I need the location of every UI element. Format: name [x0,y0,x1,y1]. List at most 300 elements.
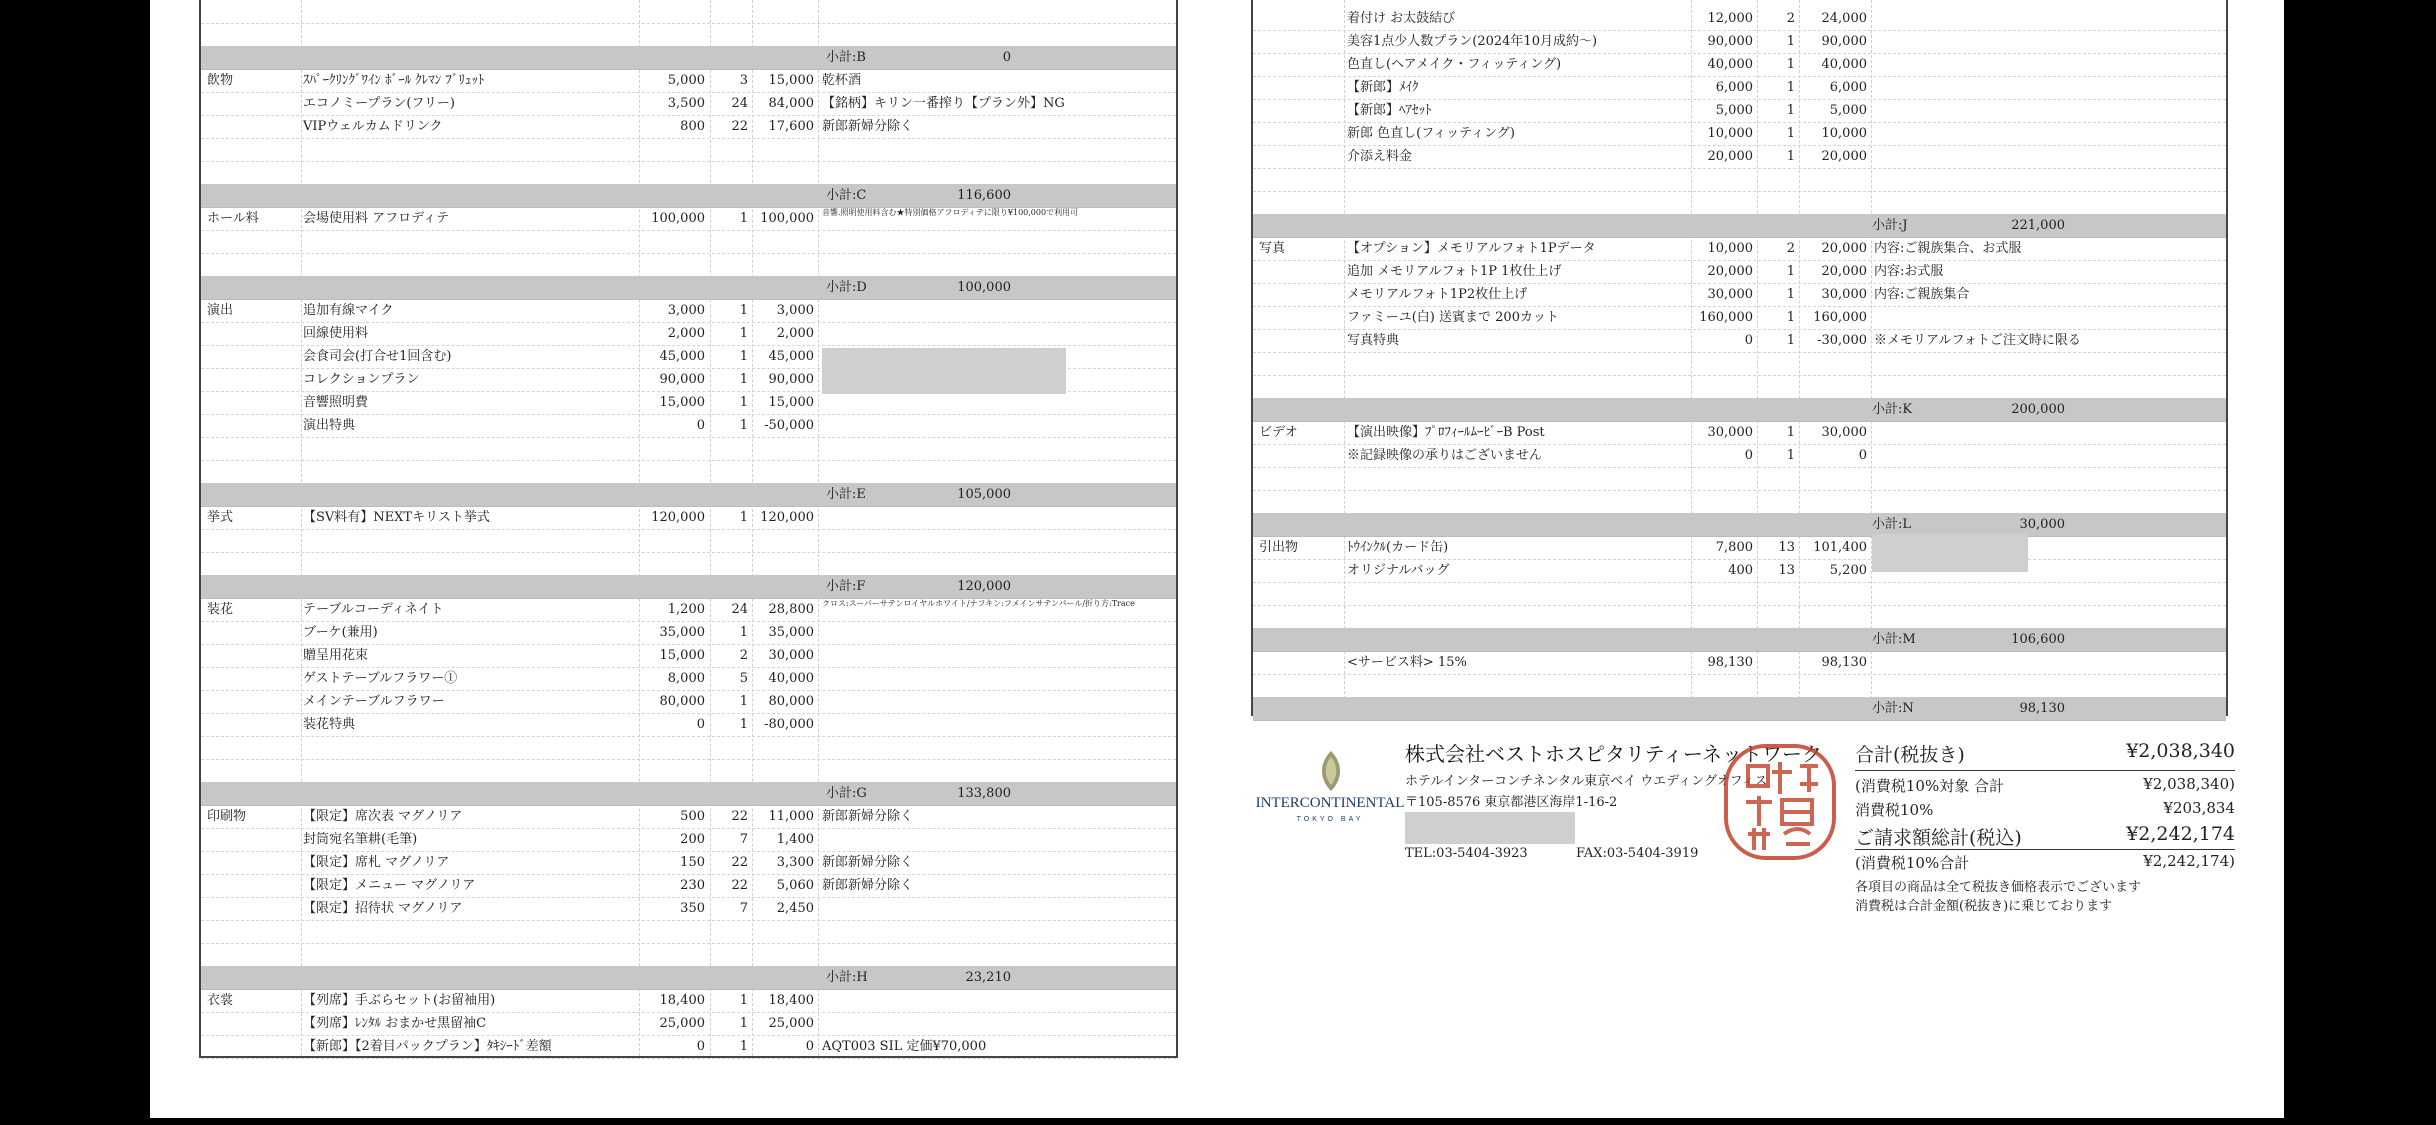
note-cell: 乾杯酒 [822,73,862,88]
subtotal-band-value: 106,600 [2011,632,2065,647]
tax-row [1855,799,2235,823]
table-row [201,322,1176,346]
item-name-cell: 追加有線マイク [303,303,394,318]
amount-cell: 1,400 [776,832,814,847]
unit-price-cell: 230 [680,878,705,893]
amount-cell: -30,000 [1817,333,1867,348]
unit-price-cell: 30,000 [1707,425,1753,440]
quantity-cell: 1 [1786,448,1795,463]
grand-total-row [1855,823,2235,849]
item-name-cell: ゲストテーブルフラワー① [303,671,458,686]
table-row [1253,7,2226,31]
note-cell: 内容:お式服 [1874,264,1944,279]
category-cell [207,368,299,391]
table-row [201,690,1176,714]
unit-price-cell: 12,000 [1707,11,1753,26]
item-name-cell: 【限定】メニュー マグノリア [303,878,476,893]
unit-price-cell: 20,000 [1707,264,1753,279]
item-name-cell: エコノミープラン(フリー) [303,96,455,111]
quantity-cell: 1 [739,625,748,640]
table-row [1253,30,2226,54]
quantity-cell: 1 [1786,149,1795,164]
quantity-cell: 1 [739,395,748,410]
item-name-cell: 【オプション】メモリアルフォト1Pデータ [1347,241,1596,256]
note-cell [822,391,1172,414]
subtotal-band-label: 小計:G [826,786,867,801]
amount-cell: 0 [1858,448,1867,463]
item-name-cell: 【新郎】ﾒｲｸ [1347,80,1419,95]
unit-price-cell: 80,000 [659,694,705,709]
table-row [201,989,1176,1013]
quantity-cell: 22 [731,119,748,134]
blank-row [201,23,1176,47]
quantity-cell: 1 [739,1016,748,1031]
category-cell [207,874,299,897]
quantity-cell: 1 [739,993,748,1008]
quantity-cell: 1 [739,211,748,226]
subtotal-band-value: 98,130 [2019,701,2065,716]
amount-cell: 5,060 [776,878,814,893]
blank-row [1253,375,2226,399]
quantity-cell: 2 [1786,241,1795,256]
unit-price-cell: 0 [696,1039,705,1054]
unit-price-cell: 0 [1744,448,1753,463]
estimate-table-left [199,0,1178,1058]
category-cell [207,713,299,736]
item-name-cell: 贈呈用花束 [303,648,369,663]
unit-price-cell: 0 [1744,333,1753,348]
item-name-cell: ｽﾊﾟｰｸﾘﾝｸﾞﾜｲﾝ ﾎﾞｰﾙ ｸﾚﾏﾝ ﾌﾞﾘｭｯﾄ [303,73,485,88]
company-seal-stamp [1720,740,1840,865]
blank-row [201,230,1176,254]
table-row [1253,329,2226,353]
unit-price-cell: 0 [696,418,705,433]
blank-row [1253,490,2226,514]
category-cell: 引出物 [1259,540,1299,555]
amount-cell: 0 [805,1039,814,1054]
item-name-cell: 介添え料金 [1347,149,1413,164]
amount-cell: 90,000 [768,372,814,387]
unit-price-cell: 100,000 [651,211,705,226]
note-cell: 音響.照明使用料含む★特別価格アフロディテに限り¥100,000で利用可 [822,208,1079,217]
subtotal-band-value: 100,000 [957,280,1011,295]
blank-row [201,460,1176,484]
note-cell [822,828,1172,851]
note-cell [822,299,1172,322]
table-row [1253,99,2226,123]
unit-price-cell: 500 [680,809,705,824]
blank-row [201,552,1176,576]
blank-row [201,138,1176,162]
amount-cell: 18,400 [768,993,814,1008]
quantity-cell: 1 [1786,103,1795,118]
blank-row [201,253,1176,277]
unit-price-cell: 120,000 [651,510,705,525]
category-cell [207,1035,299,1058]
note-cell: 内容:ご親族集合 [1874,287,1970,302]
amount-cell: 20,000 [1821,264,1867,279]
table-row [201,1012,1176,1036]
subtotal-band-label: 小計:F [826,579,866,594]
table-row [201,713,1176,737]
item-name-cell: 会食司会(打合せ1回含む) [303,349,452,364]
unit-price-cell: 2,000 [667,326,705,341]
item-name-cell: 【限定】席札 マグノリア [303,855,450,870]
quantity-cell: 1 [1786,287,1795,302]
note-cell [1874,76,2224,99]
quantity-cell: 1 [1786,80,1795,95]
subtotal-band [201,184,1176,208]
amount-cell: 15,000 [768,73,814,88]
table-row [201,207,1176,231]
item-name-cell: ﾄｳｲﾝｸﾙ(カード缶) [1347,540,1449,555]
taxable-row [1855,775,2235,799]
quantity-cell: 1 [739,717,748,732]
table-row [1253,444,2226,468]
quantity-cell: 1 [739,349,748,364]
note-cell [1874,145,2224,168]
blank-row [1253,467,2226,491]
unit-price-cell: 350 [680,901,705,916]
note-cell [822,506,1172,529]
tax-total-value: ¥2,242,174) [2143,852,2235,870]
table-row [1253,306,2226,330]
amount-cell: 90,000 [1821,34,1867,49]
table-row [201,115,1176,139]
note-cell [822,897,1172,920]
unit-price-cell: 98,130 [1707,655,1753,670]
item-name-cell: VIPウェルカムドリンク [303,119,443,134]
note-cell [822,667,1172,690]
item-name-cell: 封筒宛名筆耕(毛筆) [303,832,418,847]
subtotal-band-value: 0 [1002,50,1011,65]
subtotal-band [1253,214,2226,238]
note-cell [822,621,1172,644]
category-cell: 装花 [207,602,234,617]
unit-price-cell: 90,000 [659,372,705,387]
note-cell [822,713,1172,736]
note-cell [822,690,1172,713]
quantity-cell: 1 [1786,34,1795,49]
item-name-cell: 美容1点少人数プラン(2024年10月成約〜) [1347,34,1598,49]
tax-value: ¥203,834 [2163,799,2235,817]
table-row [201,598,1176,622]
amount-cell: 45,000 [768,349,814,364]
table-row [1253,651,2226,675]
subtotal-band-label: 小計:K [1872,402,1913,417]
tax-total-label: (消費税10%合計 [1855,854,1970,872]
category-cell: ホール料 [207,211,259,226]
note-cell [1874,7,2224,30]
subtotal-band-label: 小計:J [1872,218,1908,233]
note-cell [1874,444,2224,467]
quantity-cell: 1 [1786,57,1795,72]
unit-price-cell: 6,000 [1715,80,1753,95]
amount-cell: -50,000 [764,418,814,433]
blank-row [201,529,1176,553]
item-name-cell: 【SV料有】NEXTキリスト挙式 [303,510,490,525]
subtotal-band-label: 小計:E [826,487,866,502]
blank-row [1253,582,2226,606]
subtotal-band [1253,697,2226,721]
table-row [201,506,1176,530]
item-name-cell: コレクションプラン [303,372,420,387]
note-cell: 新郎新婦分除く [822,855,914,870]
category-cell [1259,99,1343,122]
unit-price-cell: 5,000 [667,73,705,88]
category-cell [1259,145,1343,168]
subtotal-band-label: 小計:D [826,280,867,295]
grand-total-value: ¥2,242,174 [2126,823,2235,845]
quantity-cell: 1 [1786,126,1795,141]
unit-price-cell: 800 [680,119,705,134]
table-row [201,299,1176,323]
table-row [1253,237,2226,261]
quantity-cell: 1 [739,372,748,387]
quantity-cell: 2 [1786,11,1795,26]
category-cell [1259,53,1343,76]
quantity-cell: 1 [739,418,748,433]
item-name-cell: 【演出映像】ﾌﾟﾛﾌｨｰﾙﾑｰﾋﾞｰB Post [1347,425,1545,440]
item-name-cell: 追加 メモリアルフォト1P 1枚仕上げ [1347,264,1562,279]
amount-cell: 20,000 [1821,149,1867,164]
quantity-cell: 1 [739,303,748,318]
quantity-cell: 1 [1786,333,1795,348]
unit-price-cell: 40,000 [1707,57,1753,72]
table-row [201,69,1176,93]
table-row [1253,76,2226,100]
totals-box [1855,740,2235,914]
table-row [201,805,1176,829]
subtotal-band [1253,398,2226,422]
table-row [1253,260,2226,284]
table-row [201,92,1176,116]
note-cell [1874,30,2224,53]
item-name-cell: 演出特典 [303,418,356,433]
category-cell [1259,260,1343,283]
table-row [1253,145,2226,169]
unit-price-cell: 150 [680,855,705,870]
subtotal-band-value: 23,210 [965,970,1011,985]
company-name: 株式会社ベストホスピタリティーネットワーク [1405,742,1822,766]
quantity-cell: 1 [1786,310,1795,325]
amount-cell: 10,000 [1821,126,1867,141]
category-cell: 衣裳 [207,993,234,1008]
amount-cell: 3,300 [776,855,814,870]
table-row [201,851,1176,875]
amount-cell: 30,000 [1821,287,1867,302]
amount-cell: 120,000 [760,510,814,525]
unit-price-cell: 25,000 [659,1016,705,1031]
company-fax: FAX:03-5404-3919 [1575,846,1699,861]
category-cell [207,115,299,138]
note-cell [1874,53,2224,76]
table-row [201,828,1176,852]
unit-price-cell: 400 [1728,563,1753,578]
amount-cell: 84,000 [768,96,814,111]
quantity-cell: 3 [739,73,748,88]
quantity-cell: 24 [731,96,748,111]
quantity-cell [1759,651,1795,674]
category-cell [1259,651,1343,674]
quantity-cell: 1 [739,1039,748,1054]
subtotal-band-value: 30,000 [2019,517,2065,532]
subtotal-value: ¥2,038,340 [2126,740,2235,762]
subtotal-band-label: 小計:M [1872,632,1916,647]
subtotal-band-label: 小計:B [826,50,866,65]
quantity-cell: 13 [1778,540,1795,555]
blank-row [201,943,1176,967]
amount-cell: 30,000 [1821,425,1867,440]
item-name-cell: 会場使用料 アフロディテ [303,211,450,226]
unit-price-cell: 3,500 [667,96,705,111]
item-name-cell: メインテーブルフラワー [303,694,445,709]
unit-price-cell: 10,000 [1707,126,1753,141]
unit-price-cell: 8,000 [667,671,705,686]
unit-price-cell: 7,800 [1715,540,1753,555]
quantity-cell: 24 [731,602,748,617]
note-cell: 【銘柄】キリン一番搾り【プラン外】NG [822,96,1065,111]
category-cell [1259,444,1343,467]
note-cell: 新郎新婦分除く [822,878,914,893]
category-cell: 写真 [1259,241,1286,256]
amount-cell: -80,000 [764,717,814,732]
grand-total-label: ご請求額総計(税込) [1855,827,2022,849]
item-name-cell: 着付け お太鼓結び [1347,11,1456,26]
note-cell [822,644,1172,667]
table-row [201,667,1176,691]
item-name-cell: 【限定】招待状 マグノリア [303,901,463,916]
category-cell [1259,283,1343,306]
amount-cell: 2,000 [776,326,814,341]
quantity-cell: 5 [739,671,748,686]
amount-cell: 28,800 [768,602,814,617]
category-cell [207,621,299,644]
quantity-cell: 1 [739,326,748,341]
table-row [1253,536,2226,560]
table-row [1253,122,2226,146]
subtotal-band [201,966,1176,990]
unit-price-cell: 3,000 [667,303,705,318]
table-row [1253,283,2226,307]
amount-cell: 11,000 [768,809,814,824]
item-name-cell: 音響照明費 [303,395,369,410]
note-cell: 新郎新婦分除く [822,119,914,134]
category-cell [207,667,299,690]
note-cell [822,989,1172,1012]
item-name-cell: 回線使用料 [303,326,369,341]
amount-cell: 2,450 [776,901,814,916]
unit-price-cell: 10,000 [1707,241,1753,256]
amount-cell: 25,000 [768,1016,814,1031]
item-name-cell: 写真特典 [1347,333,1400,348]
subtotal-band [201,782,1176,806]
category-cell [1259,7,1343,30]
category-cell [1259,30,1343,53]
subtotal-band [1253,513,2226,537]
subtotal-row [1855,740,2235,770]
company-office: ホテルインターコンチネンタル東京ベイ ウエディングオフィス [1405,774,1768,789]
quantity-cell: 13 [1778,563,1795,578]
unit-price-cell: 15,000 [659,648,705,663]
item-name-cell: テーブルコーディネイト [303,602,444,617]
blank-row [1253,352,2226,376]
quantity-cell: 1 [739,510,748,525]
item-name-cell: ブーケ(兼用) [303,625,378,640]
amount-cell: 101,400 [1813,540,1867,555]
unit-price-cell: 90,000 [1707,34,1753,49]
subtotal-band-value: 105,000 [957,487,1011,502]
subtotal-label: 合計(税抜き) [1855,744,1965,766]
item-name-cell: 装花特典 [303,717,356,732]
unit-price-cell: 160,000 [1699,310,1753,325]
blank-row [1253,605,2226,629]
amount-cell: 30,000 [768,648,814,663]
category-cell [1259,76,1343,99]
amount-cell: 5,200 [1829,563,1867,578]
table-row [201,621,1176,645]
note-cell [1874,421,2224,444]
company-tel: TEL:03-5404-3923 [1405,846,1528,861]
category-cell [207,345,299,368]
taxable-label: (消費税10%対象 合計 [1855,777,2004,795]
quantity-cell: 1 [1786,425,1795,440]
note-cell [1874,306,2224,329]
item-name-cell: 新郎 色直し(フィッティング) [1347,126,1515,141]
table-row [201,874,1176,898]
category-cell [207,690,299,713]
amount-cell: 24,000 [1821,11,1867,26]
table-row [201,391,1176,415]
amount-cell: 160,000 [1813,310,1867,325]
category-cell [207,1012,299,1035]
amount-cell: 6,000 [1829,80,1867,95]
amount-cell: 3,000 [776,303,814,318]
note-cell [1874,122,2224,145]
unit-price-cell: 15,000 [659,395,705,410]
blank-row [201,161,1176,185]
blank-row [201,437,1176,461]
item-name-cell: メモリアルフォト1P2枚仕上げ [1347,287,1528,302]
redacted-area [1872,534,2028,572]
subtotal-band-value: 120,000 [957,579,1011,594]
quantity-cell: 1 [739,694,748,709]
table-row [201,897,1176,921]
subtotal-band [201,483,1176,507]
amount-cell: 15,000 [768,395,814,410]
category-cell [1259,559,1343,582]
unit-price-cell: 20,000 [1707,149,1753,164]
blank-row [1253,191,2226,215]
subtotal-band [201,276,1176,300]
blank-row [201,0,1176,24]
tax-label: 消費税10% [1855,801,1934,819]
table-row [1253,421,2226,445]
note-cell: 新郎新婦分除く [822,809,914,824]
category-cell: 挙式 [207,510,234,525]
unit-price-cell: 1,200 [667,602,705,617]
table-row [201,1035,1176,1059]
logo-main-text: INTERCONTINENTAL [1255,795,1405,811]
note-cell: クロス:スーパーサテンロイヤルホワイト/ナフキン:フメインサテンパール/折り方:Trace [822,599,1135,608]
estimate-table-right [1251,0,2228,716]
item-name-cell: ファミーユ(白) 送賓まで 200カット [1347,310,1559,325]
note-cell: ※メモリアルフォトご注文時に限る [1874,333,2081,348]
quantity-cell: 7 [739,832,748,847]
subtotal-band-value: 116,600 [957,188,1011,203]
quantity-cell: 2 [739,648,748,663]
note-cell [822,1012,1172,1035]
